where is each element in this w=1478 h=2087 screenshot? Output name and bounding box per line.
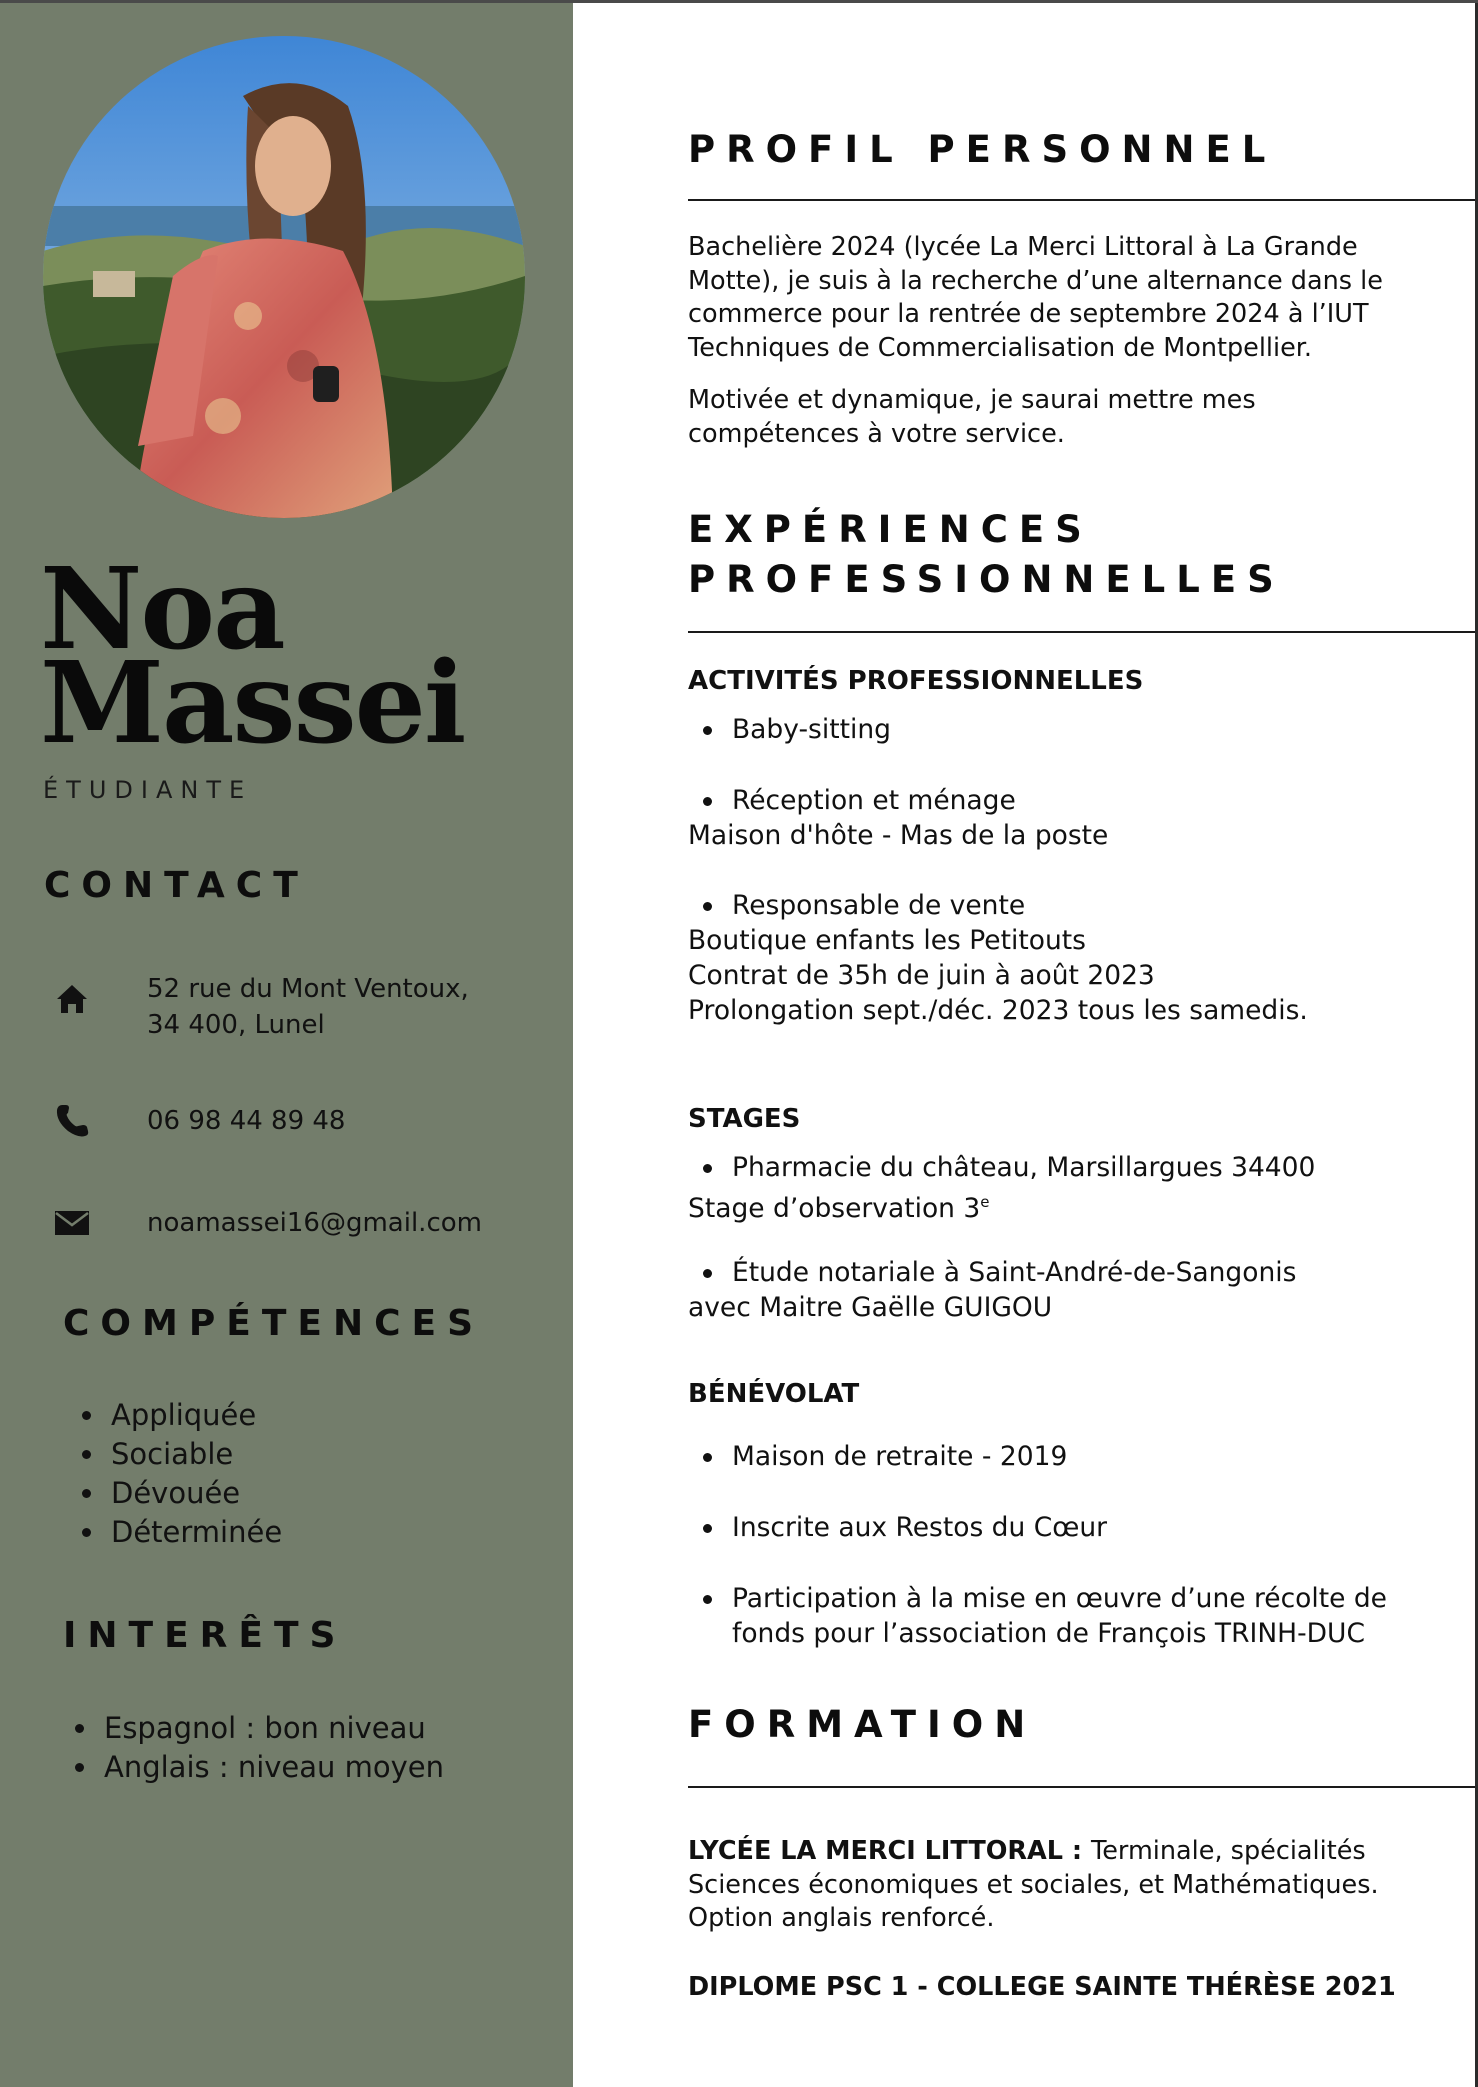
volunteer-item bbox=[688, 1510, 1107, 1545]
text-line: compétences à votre service. bbox=[688, 418, 1065, 449]
interests-list bbox=[71, 1709, 444, 1787]
school-name: LYCÉE LA MERCI LITTORAL : bbox=[688, 1836, 1091, 1866]
item-detail: Boutique enfants les Petitouts bbox=[688, 925, 1086, 956]
divider bbox=[688, 631, 1475, 633]
experience-heading bbox=[688, 505, 1285, 605]
first-name: Noa bbox=[40, 544, 284, 675]
list-item: Appliquée bbox=[78, 1396, 282, 1435]
list-item: Déterminée bbox=[78, 1513, 282, 1552]
email-address[interactable]: noamassei16@gmail.com bbox=[147, 1208, 482, 1238]
pro-activities-heading: ACTIVITÉS PROFESSIONNELLES bbox=[688, 666, 1144, 696]
volunteer-heading: BÉNÉVOLAT bbox=[688, 1379, 860, 1409]
address-line-2: 34 400, Lunel bbox=[147, 1010, 325, 1040]
list-item: Espagnol : bon niveau bbox=[71, 1709, 444, 1748]
full-name bbox=[40, 544, 465, 769]
profile-motivation bbox=[688, 384, 1428, 451]
list-item: Participation à la mise en œuvre d’une récolte de bbox=[688, 1581, 1387, 1616]
interests-heading: INTERÊTS bbox=[63, 1615, 347, 1656]
text-line: Motivée et dynamique, je saurai mettre mes bbox=[688, 385, 1256, 415]
text-line: Techniques de Commercialisation de Montpellier. bbox=[688, 332, 1313, 363]
item-detail: avec Maitre Gaëlle GUIGOU bbox=[688, 1292, 1053, 1323]
pro-activity-item bbox=[688, 712, 891, 747]
item-detail: Contrat de 35h de juin à août 2023 bbox=[688, 960, 1155, 991]
item-detail: Maison d'hôte - Mas de la poste bbox=[688, 820, 1109, 851]
profile-photo bbox=[43, 36, 525, 518]
volunteer-item bbox=[688, 1439, 1067, 1474]
profile-summary bbox=[688, 231, 1428, 365]
mail-icon bbox=[40, 1203, 104, 1243]
education-item: DIPLOME PSC 1 - COLLEGE SAINTE THÉRÈSE 2021 bbox=[688, 1972, 1396, 2002]
text-line: Sciences économiques et sociales, et Mathématiques. bbox=[688, 1869, 1379, 1900]
job-title: ÉTUDIANTE bbox=[43, 776, 253, 804]
education-heading: FORMATION bbox=[688, 1703, 1037, 1746]
list-item-continued: fonds pour l’association de François TRINH-DUC bbox=[732, 1618, 1365, 1649]
superscript: e bbox=[980, 1193, 990, 1211]
address-line-1: 52 rue du Mont Ventoux, bbox=[147, 974, 469, 1004]
education-detail: Terminale, spécialités bbox=[1091, 1836, 1366, 1866]
list-item: Responsable de vente bbox=[688, 888, 1308, 923]
stage-item bbox=[688, 1150, 1315, 1226]
last-name: Massei bbox=[40, 638, 465, 769]
text-line: commerce pour la rentrée de septembre 2024 à l’IUT bbox=[688, 299, 1369, 329]
pro-activity-item bbox=[688, 783, 1108, 853]
list-item: Dévouée bbox=[78, 1474, 282, 1513]
item-detail: Prolongation sept./déc. 2023 tous les samedis. bbox=[688, 995, 1308, 1026]
text-line: Option anglais renforcé. bbox=[688, 1903, 995, 1933]
text-line: Motte), je suis à la recherche d’une alternance dans le bbox=[688, 265, 1383, 296]
contact-heading: CONTACT bbox=[44, 865, 309, 906]
contact-email bbox=[40, 1203, 482, 1243]
list-item: Anglais : niveau moyen bbox=[71, 1748, 444, 1787]
list-item: Pharmacie du château, Marsillargues 34400 bbox=[688, 1150, 1315, 1185]
stage-item bbox=[688, 1255, 1296, 1325]
list-item: Sociable bbox=[78, 1435, 282, 1474]
text-line: Bachelière 2024 (lycée La Merci Littoral à La Grande bbox=[688, 232, 1358, 262]
heading-line: PROFESSIONNELLES bbox=[688, 558, 1285, 601]
item-detail-text: Stage d’observation 3 bbox=[688, 1192, 981, 1224]
contact-phone bbox=[40, 1101, 346, 1141]
profile-heading: PROFIL PERSONNEL bbox=[688, 128, 1277, 171]
pro-activity-item bbox=[688, 888, 1308, 1028]
stages-heading: STAGES bbox=[688, 1104, 801, 1134]
list-item: Inscrite aux Restos du Cœur bbox=[688, 1510, 1107, 1545]
text-line bbox=[688, 1835, 1428, 1869]
list-item: Baby-sitting bbox=[688, 712, 891, 747]
contact-address bbox=[40, 974, 469, 1040]
heading-line: EXPÉRIENCES bbox=[688, 508, 1093, 551]
phone-number[interactable]: 06 98 44 89 48 bbox=[147, 1106, 346, 1136]
skills-list bbox=[78, 1396, 282, 1552]
volunteer-item bbox=[688, 1581, 1387, 1651]
skills-heading: COMPÉTENCES bbox=[63, 1303, 485, 1344]
home-icon bbox=[40, 979, 104, 1019]
list-item: Étude notariale à Saint-André-de-Sangonis bbox=[688, 1255, 1296, 1290]
education-item bbox=[688, 1835, 1428, 1936]
divider bbox=[688, 199, 1475, 201]
divider bbox=[688, 1786, 1475, 1788]
item-detail bbox=[688, 1185, 1315, 1226]
phone-icon bbox=[40, 1101, 104, 1141]
list-item: Réception et ménage bbox=[688, 783, 1108, 818]
list-item: Maison de retraite - 2019 bbox=[688, 1439, 1067, 1474]
